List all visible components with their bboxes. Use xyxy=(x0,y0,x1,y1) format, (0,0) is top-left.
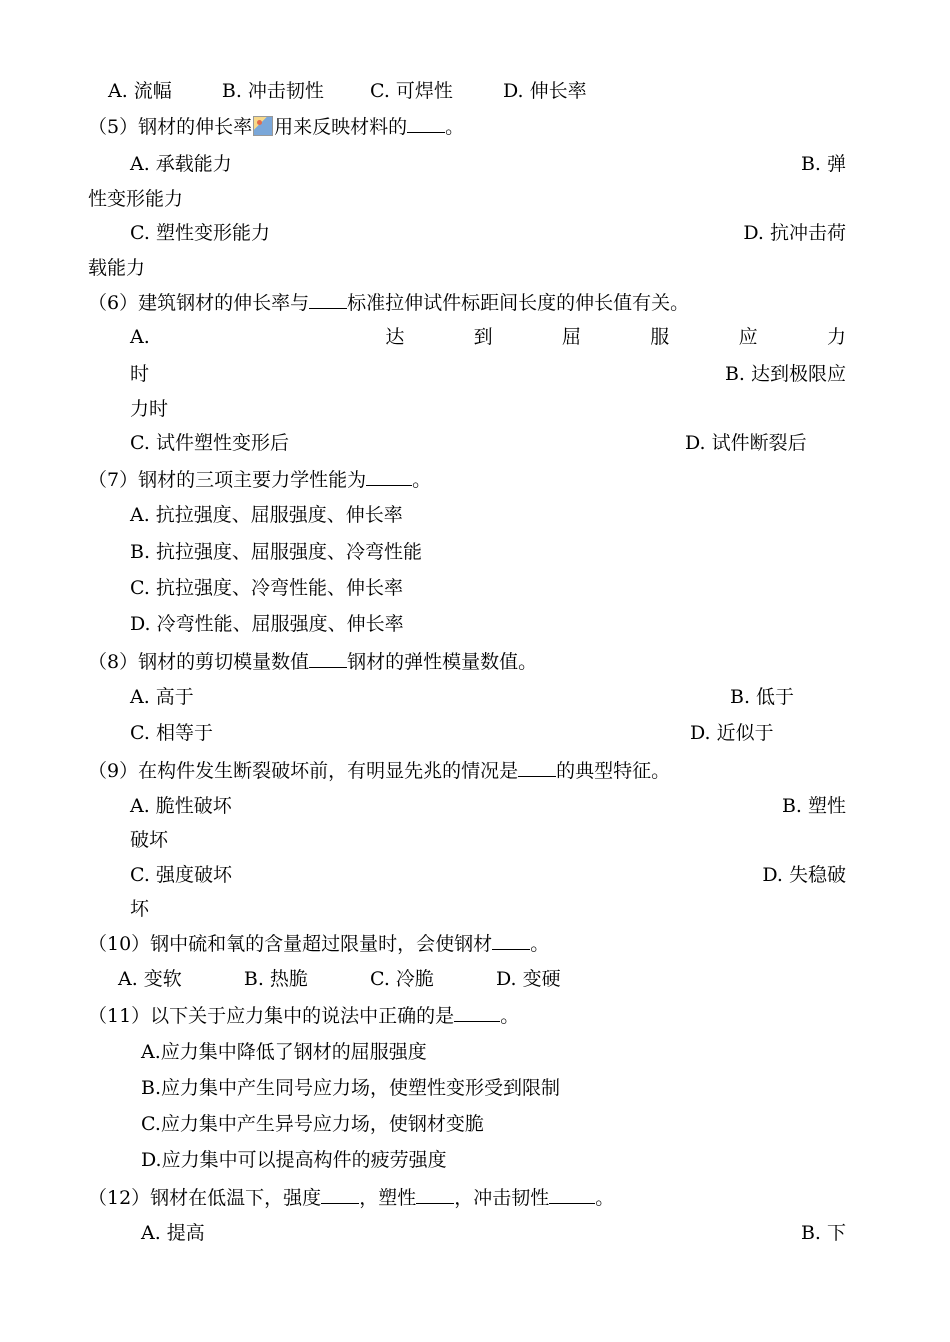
q10-question xyxy=(88,931,549,956)
q6-text-a: （6）建筑钢材的伸长率与 xyxy=(88,292,310,314)
q10-option-d: D. 变硬 xyxy=(495,968,561,990)
q6-text-b: 标准拉伸试件标距间长度的伸长值有关。 xyxy=(347,292,690,314)
q5-text-a: （5）钢材的伸长率 xyxy=(88,116,253,138)
q5-option-d: D. 抗冲击荷 xyxy=(743,222,846,244)
q5-option-b: B. 弹 xyxy=(800,153,846,175)
q10-option-b: B. 热脆 xyxy=(243,968,308,990)
answer-blank xyxy=(309,290,347,309)
q10-options xyxy=(118,967,561,991)
answer-blank xyxy=(492,931,530,950)
q12-option-b: B. 下 xyxy=(800,1222,846,1244)
q10-text-b: 。 xyxy=(530,933,550,955)
q6-option-b-cont: 力时 xyxy=(130,398,169,420)
q7-text-a: （7）钢材的三项主要力学性能为 xyxy=(88,469,367,491)
q7-option-a: A. 抗拉强度、屈服强度、伸长率 xyxy=(130,504,403,526)
q6-option-b: B. 达到极限应 xyxy=(724,363,846,385)
q4-option-a: A. 流幅 xyxy=(108,80,172,102)
q11-option-d: D.应力集中可以提高构件的疲劳强度 xyxy=(141,1149,447,1171)
answer-blank xyxy=(454,1003,500,1022)
q6-options-cd xyxy=(130,431,820,455)
q5-question xyxy=(88,114,464,139)
q7-option-d: D. 冷弯性能、屈服强度、伸长率 xyxy=(130,613,404,635)
q9-option-c: C. 强度破坏 xyxy=(130,864,232,886)
q11-question xyxy=(88,1003,519,1028)
answer-blank xyxy=(416,1185,454,1204)
q6-option-a-spread xyxy=(130,325,846,349)
q8-option-d: D. 近似于 xyxy=(690,722,774,744)
q11-text-b: 。 xyxy=(500,1005,520,1027)
q11-text-a: （11）以下关于应力集中的说法中正确的是 xyxy=(88,1005,455,1027)
q4-options xyxy=(108,79,587,103)
q10-option-c: C. 冷脆 xyxy=(369,968,434,990)
q6-question xyxy=(88,290,689,315)
q6-option-a-char: 到 xyxy=(473,326,493,348)
q8-question xyxy=(88,649,537,674)
q8-option-c: C. 相等于 xyxy=(130,722,213,744)
q5-option-a: A. 承载能力 xyxy=(130,153,232,175)
q7-question xyxy=(88,467,431,492)
q9-option-a: A. 脆性破坏 xyxy=(130,795,232,817)
q9-option-b-cont: 破坏 xyxy=(130,829,169,851)
q11-option-c: C.应力集中产生异号应力场，使钢材变脆 xyxy=(141,1113,484,1135)
q9-option-b: B. 塑性 xyxy=(781,795,846,817)
broken-image-icon xyxy=(253,116,273,136)
q9-text-a: （9）在构件发生断裂破坏前，有明显先兆的情况是 xyxy=(88,760,519,782)
q8-options-ab xyxy=(130,685,830,709)
q6-option-a-char: 屈 xyxy=(561,326,581,348)
q7-option-c: C. 抗拉强度、冷弯性能、伸长率 xyxy=(130,577,403,599)
q4-option-c: C. 可焊性 xyxy=(369,80,453,102)
q4-option-d: D. 伸长率 xyxy=(502,80,587,102)
q9-options-cd xyxy=(130,863,846,887)
q8-option-a: A. 高于 xyxy=(130,686,194,708)
q7-option-b: B. 抗拉强度、屈服强度、冷弯性能 xyxy=(130,541,423,563)
q9-options-ab xyxy=(130,794,846,818)
q11-option-a: A.应力集中降低了钢材的屈服强度 xyxy=(141,1041,427,1063)
q5-text-c: 。 xyxy=(445,116,465,138)
answer-blank xyxy=(549,1185,595,1204)
q12-question xyxy=(88,1185,614,1210)
q9-option-d: D. 失稳破 xyxy=(762,864,846,886)
q6-option-a-char: 应 xyxy=(738,326,758,348)
q8-text-b: 钢材的弹性模量数值。 xyxy=(347,651,538,673)
q10-text-a: （10）钢中硫和氧的含量超过限量时，会使钢材 xyxy=(88,933,493,955)
q9-text-b: 的典型特征。 xyxy=(556,760,671,782)
answer-blank xyxy=(321,1185,359,1204)
q7-text-b: 。 xyxy=(412,469,432,491)
q4-option-b: B. 冲击韧性 xyxy=(221,80,324,102)
q9-option-d-cont: 坏 xyxy=(130,898,150,920)
q9-question xyxy=(88,758,670,783)
q6-option-c: C. 试件塑性变形后 xyxy=(130,432,289,454)
q5-option-d-cont: 载能力 xyxy=(88,257,146,279)
q12-option-a: A. 提高 xyxy=(141,1222,205,1244)
q5-text-b: 用来反映材料的 xyxy=(274,116,408,138)
q5-options-ab xyxy=(130,152,846,176)
q6-option-a-char: 服 xyxy=(650,326,670,348)
q8-option-b: B. 低于 xyxy=(730,686,795,708)
q12-text-c: ，冲击韧性 xyxy=(454,1187,550,1209)
answer-blank xyxy=(366,467,412,486)
q5-option-b-cont: 性变形能力 xyxy=(88,188,184,210)
q12-text-a: （12）钢材在低温下，强度 xyxy=(88,1187,322,1209)
q12-options-ab xyxy=(141,1221,846,1245)
answer-blank xyxy=(518,758,556,777)
q12-text-b: ，塑性 xyxy=(359,1187,417,1209)
q8-text-a: （8）钢材的剪切模量数值 xyxy=(88,651,310,673)
q6-option-a-char: 力 xyxy=(826,326,846,348)
answer-blank xyxy=(309,649,347,668)
q6-option-a-cont xyxy=(130,362,846,386)
q5-option-c: C. 塑性变形能力 xyxy=(130,222,270,244)
q6-option-a-label: A. xyxy=(130,326,150,348)
q6-option-d: D. 试件断裂后 xyxy=(685,432,807,454)
q6-option-a-char: 达 xyxy=(385,326,405,348)
q10-option-a: A. 变软 xyxy=(118,968,182,990)
q8-options-cd xyxy=(130,721,830,745)
q6-option-a-end: 时 xyxy=(130,363,150,385)
q12-text-d: 。 xyxy=(595,1187,615,1209)
q11-option-b: B.应力集中产生同号应力场，使塑性变形受到限制 xyxy=(141,1077,561,1099)
answer-blank xyxy=(407,114,445,133)
q5-options-cd xyxy=(130,221,846,245)
